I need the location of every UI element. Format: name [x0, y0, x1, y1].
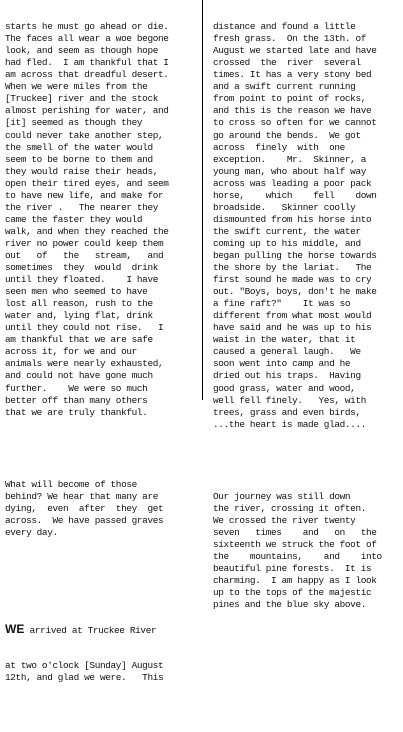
text-line: out of the stream, and: [5, 249, 164, 261]
text-line: until they floated. I have: [5, 274, 159, 286]
text-line: and could not have gone much: [5, 370, 153, 382]
text-line: until they could not rise. I: [5, 322, 164, 334]
text-line: August we started late and have: [213, 45, 377, 57]
text-line: water and, lying flat, drink: [5, 310, 153, 322]
text-line: open their tired eyes, and seem: [5, 177, 169, 189]
text-line: soon went into camp and he: [213, 358, 351, 370]
paragraph-gap: [213, 455, 403, 467]
text-line: seven times and on the: [213, 527, 377, 539]
text-line: beautiful pine forests. It is: [213, 563, 372, 575]
text-line: [it] seemed as though they: [5, 117, 143, 129]
text-line: well fell finely. Yes, with: [213, 394, 367, 406]
text-line: different from what most would: [213, 310, 372, 322]
text-line: every day.: [5, 527, 58, 539]
text-line: starts he must go ahead or die.: [5, 21, 169, 33]
text-line: What will become of those: [5, 478, 137, 490]
text-line: began pulling the horse towards: [213, 249, 377, 261]
text-line: across was leading a poor pack: [213, 177, 372, 189]
text-line: We crossed the river twenty: [213, 515, 356, 527]
text-line: out. "Boys, boys, don't he make: [213, 286, 377, 298]
left-paragraph-3: [5, 599, 195, 707]
text-line: times. It has a very stony bed: [213, 69, 372, 81]
text-line: river no power could keep them: [5, 237, 164, 249]
text-line: When we were miles from the: [5, 81, 148, 93]
text-line: seem to be borne to them and: [5, 153, 153, 165]
text-line: crossed the river several: [213, 57, 361, 69]
text-line: am across that dreadful desert.: [5, 69, 169, 81]
text-line: horse, which fell down: [213, 189, 377, 201]
text-line: ...the heart is made glad....: [213, 418, 367, 430]
text-line: to have new life, and make for: [5, 189, 164, 201]
right-paragraph-1: [213, 21, 403, 431]
text-line: across. We have passed graves: [5, 515, 164, 527]
text-line-rest: arrived at Truckee River: [24, 625, 157, 637]
text-line: across finely with one: [213, 141, 345, 153]
left-paragraph-2: [5, 479, 195, 539]
right-column: [213, 0, 403, 635]
text-line: and this is the reason we have: [213, 105, 372, 117]
text-line: the mountains, and into: [213, 551, 382, 563]
text-line: am thankful that we are safe: [5, 334, 153, 346]
text-line: the shore by the lariat. The: [213, 262, 372, 274]
text-line: first sound he made was to cry: [213, 274, 372, 286]
right-paragraph-2: [213, 491, 403, 611]
text-line: up to the tops of the majestic: [213, 587, 372, 599]
text-line: 12th, and glad we were. This: [5, 671, 164, 683]
text-line: waist in the water, that it: [213, 334, 356, 346]
text-line: fresh grass. On the 13th. of: [213, 33, 367, 45]
text-line: good grass, water and wood,: [213, 382, 356, 394]
text-line: exception. Mr. Skinner, a: [213, 153, 367, 165]
text-line: dying, even after they get: [5, 502, 164, 514]
text-line: a fine raft?" It was so: [213, 298, 351, 310]
text-line: caused a general laugh. We: [213, 346, 361, 358]
paragraph-gap: [5, 563, 195, 575]
text-line: dismounted from his horse into: [213, 213, 372, 225]
text-line: animals were nearly exhausted,: [5, 358, 164, 370]
text-line: behind? We hear that many are: [5, 490, 159, 502]
text-line: the river . The nearer they: [5, 201, 159, 213]
paragraph-gap: [5, 443, 195, 455]
text-line: lost all reason, rush to the: [5, 298, 153, 310]
text-line: to cross so often for we cannot: [213, 117, 377, 129]
left-paragraph-1: [5, 21, 195, 419]
text-line: seen men who seemed to have: [5, 286, 148, 298]
text-line: walk, and when they reached the: [5, 225, 169, 237]
text-line: the river, crossing it often.: [213, 502, 367, 514]
text-line: almost perishing for water, and: [5, 105, 169, 117]
text-line: pines and the blue sky above.: [213, 599, 367, 611]
text-line: that we are truly thankful.: [5, 406, 148, 418]
text-line: coming up to his middle, and: [213, 237, 361, 249]
text-line: charming. I am happy as I look: [213, 575, 377, 587]
text-line: at two o'clock [Sunday] August: [5, 659, 164, 671]
text-line: Our journey was still down: [213, 490, 351, 502]
text-line: better off than many others: [5, 394, 148, 406]
text-line: and a swift current running: [213, 81, 356, 93]
text-line: dried out his traps. Having: [213, 370, 361, 382]
text-line: have said and he was up to his: [213, 322, 372, 334]
text-line: young man, who about half way: [213, 165, 367, 177]
text-line: further. We were so much: [5, 382, 148, 394]
text-line: go around the bends. We got: [213, 129, 361, 141]
column-divider: [202, 0, 203, 400]
text-line: across it, for we and our: [5, 346, 137, 358]
text-line: [Truckee] river and the stock: [5, 93, 159, 105]
text-line: the swift current, the water: [213, 225, 361, 237]
text-line: came the faster they would: [5, 213, 143, 225]
drop-cap: WE: [5, 622, 25, 637]
text-line: trees, grass and even birds,: [213, 406, 361, 418]
text-line: distance and found a little: [213, 21, 356, 33]
text-line: sixteenth we struck the foot of: [213, 539, 377, 551]
text-line: they would raise their heads,: [5, 165, 159, 177]
text-line: could never take another step,: [5, 129, 164, 141]
text-line: from point to point of rocks,: [213, 93, 367, 105]
text-line: The faces all wear a woe begone: [5, 33, 169, 45]
text-line: look, and seem as though hope: [5, 45, 159, 57]
text-line: sometimes they would drink: [5, 262, 159, 274]
left-column: [5, 0, 195, 732]
text-line: broadside. Skinner coolly: [213, 201, 356, 213]
text-line: the smell of the water would: [5, 141, 153, 153]
text-line: [5, 623, 195, 635]
text-line: had fled. I am thankful that I: [5, 57, 169, 69]
left-paragraph-3-lines: [5, 660, 195, 684]
